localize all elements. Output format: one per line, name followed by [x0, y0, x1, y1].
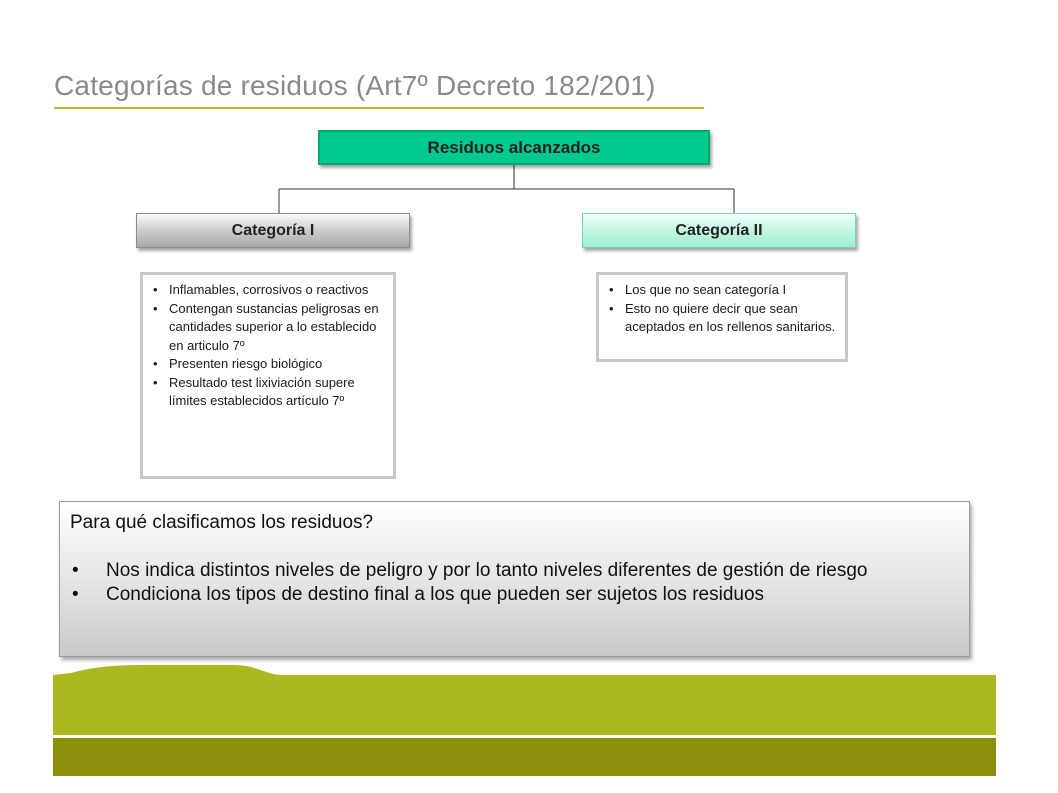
category-2-node	[582, 213, 856, 248]
slide-title: Categorías de residuos (Art7º Decreto 182/201)	[54, 70, 656, 101]
category-1-item: • Resultado test lixiviación supere límites establecidos artículo 7º	[143, 374, 387, 411]
category-1-item: • Inflamables, corrosivos o reactivos	[143, 281, 387, 300]
category-1-label: Categoría I	[231, 221, 315, 239]
category-1-item: • Contengan sustancias peligrosas en cantidades superior a lo establecido en articulo 7º	[143, 300, 387, 356]
category-2-item: • Esto no quiere decir que sean aceptados en los rellenos sanitarios.	[599, 300, 839, 337]
category-1-node	[136, 213, 410, 248]
root-node	[318, 130, 710, 165]
category-1-list-box	[140, 272, 396, 479]
category-2-item: • Los que no sean categoría I	[599, 281, 839, 300]
category-2-label: Categoría II	[675, 221, 763, 239]
footer-band-light	[53, 663, 996, 735]
footer-band-dark	[53, 738, 996, 776]
category-1-item: • Presenten riesgo biológico	[143, 355, 387, 374]
root-node-label: Residuos alcanzados	[427, 137, 601, 157]
category-2-list-box	[596, 272, 848, 362]
info-heading: Para qué clasificamos los residuos?	[70, 512, 374, 533]
info-bullet: • Condiciona los tipos de destino final a los que pueden ser sujetos los residuos	[70, 583, 959, 607]
info-bullet: • Nos indica distintos niveles de peligro y por lo tanto niveles diferentes de gestión de riesgo	[70, 559, 959, 583]
info-box	[59, 501, 970, 657]
